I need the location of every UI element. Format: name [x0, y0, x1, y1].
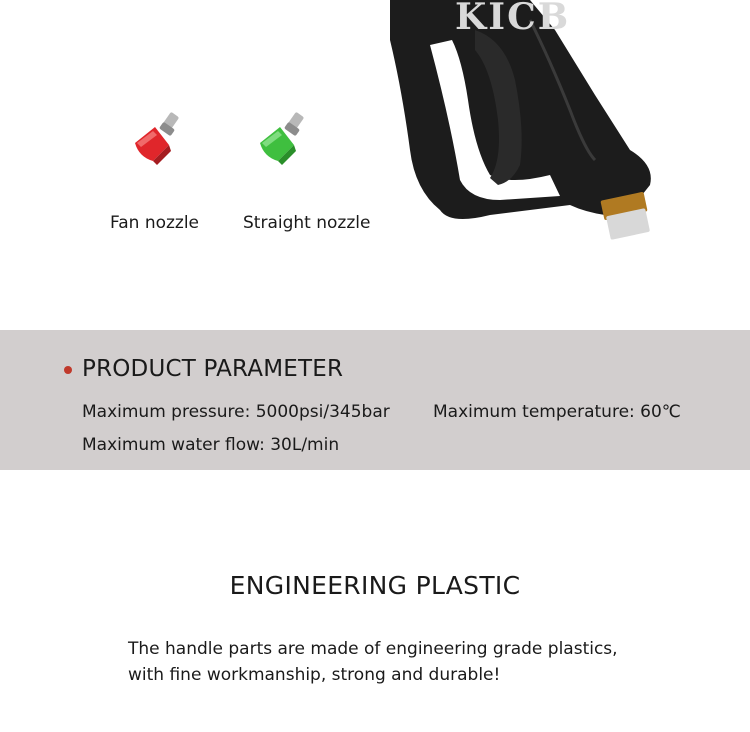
- brand-watermark: KICB: [455, 0, 571, 38]
- straight-nozzle-label: Straight nozzle: [243, 213, 371, 233]
- max-pressure: Maximum pressure: 5000psi/345bar: [82, 402, 390, 422]
- description-line: The handle parts are made of engineering grade plastics,: [128, 639, 618, 659]
- max-water-flow: Maximum water flow: 30L/min: [82, 435, 340, 455]
- engineering-description: [128, 636, 668, 688]
- straight-nozzle-icon: [250, 105, 320, 175]
- fan-nozzle-label: Fan nozzle: [110, 213, 200, 233]
- description-line: with fine workmanship, strong and durable!: [128, 665, 501, 685]
- parameter-title: PRODUCT PARAMETER: [82, 356, 344, 382]
- max-temperature: Maximum temperature: 60℃: [433, 402, 681, 422]
- engineering-title: ENGINEERING PLASTIC: [229, 571, 521, 600]
- fan-nozzle-icon: [125, 105, 195, 175]
- bullet-icon: [64, 366, 72, 374]
- product-image-section: [0, 0, 750, 330]
